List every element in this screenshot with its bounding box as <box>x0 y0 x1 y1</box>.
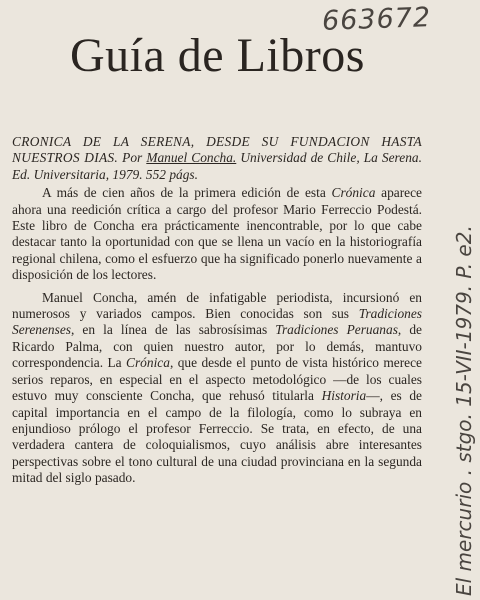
publisher-info: Universidad de Chile, La Serena. Ed. Universitaria, 1979. 552 págs. <box>12 150 422 182</box>
section-title: Guía de Libros <box>70 29 365 82</box>
handwritten-archive-number: 663672 <box>321 2 432 37</box>
handwritten-source-note: El mercurio . stgo. 15-VII-1979. P. e2. <box>452 225 476 596</box>
p2-work-title-3: Crónica <box>126 355 170 371</box>
p2-work-title-4: Historia <box>321 388 367 404</box>
book-review <box>12 134 422 487</box>
p2-text-g: , que desde el punto de vista histórico merece serios reparos, en especial en el aspecto metodológico —de los cuales estuvo muy consciente Concha, que rehusó titularla <box>12 355 422 404</box>
book-title: CRONICA DE LA SERENA, DESDE SU FUNDACION HASTA NUESTROS DIAS. <box>12 134 422 166</box>
review-paragraph-1 <box>12 185 422 283</box>
p2-text-i: —, es de capital importancia en el campo de la filología, como lo subraya en enjundioso prólogo el profesor Ferreccio. Se trata, en efecto, de una verdadera cantera de coloquialismos, cuyo análisis abre interesantes perspectivas sobre el tono cultural de una ciudad provinciana en la segunda mitad del siglo pasado. <box>12 388 422 486</box>
review-paragraph-2 <box>12 290 422 487</box>
p1-text-a: A más de cien años de la primera edición de esta <box>42 185 332 201</box>
by-label: Por <box>122 150 143 166</box>
p2-text-e: , de Ricardo Palma, con quien nuestro autor, por lo demás, mantuvo correspondencia. La <box>12 322 422 371</box>
p2-work-title-2: Tradiciones Peruanas <box>275 322 398 338</box>
p2-text-a: Manuel Concha, amén de infatigable periodista, incursionó en numerosos y variados campos. Bien conocidas son sus <box>12 289 422 322</box>
p1-text-c: aparece ahora una reedición crítica a cargo del profesor Mario Ferreccio Podestá. Este libro de Concha era prácticamente inencontrable, por lo que cabe destacar tanto la oportunidad con que se llena un vacío en la historiografía regional chilena, como el esfuerzo que ha significado ponerlo nuevamente a disposición de los lectores. <box>12 185 422 283</box>
p2-text-c: , en la línea de las sabrosísimas <box>71 322 276 338</box>
book-citation <box>12 134 422 183</box>
p2-work-title-1: Tradiciones Serenenses <box>12 306 422 338</box>
book-author: Manuel Concha. <box>146 150 237 166</box>
p1-work-title: Crónica <box>331 185 376 201</box>
